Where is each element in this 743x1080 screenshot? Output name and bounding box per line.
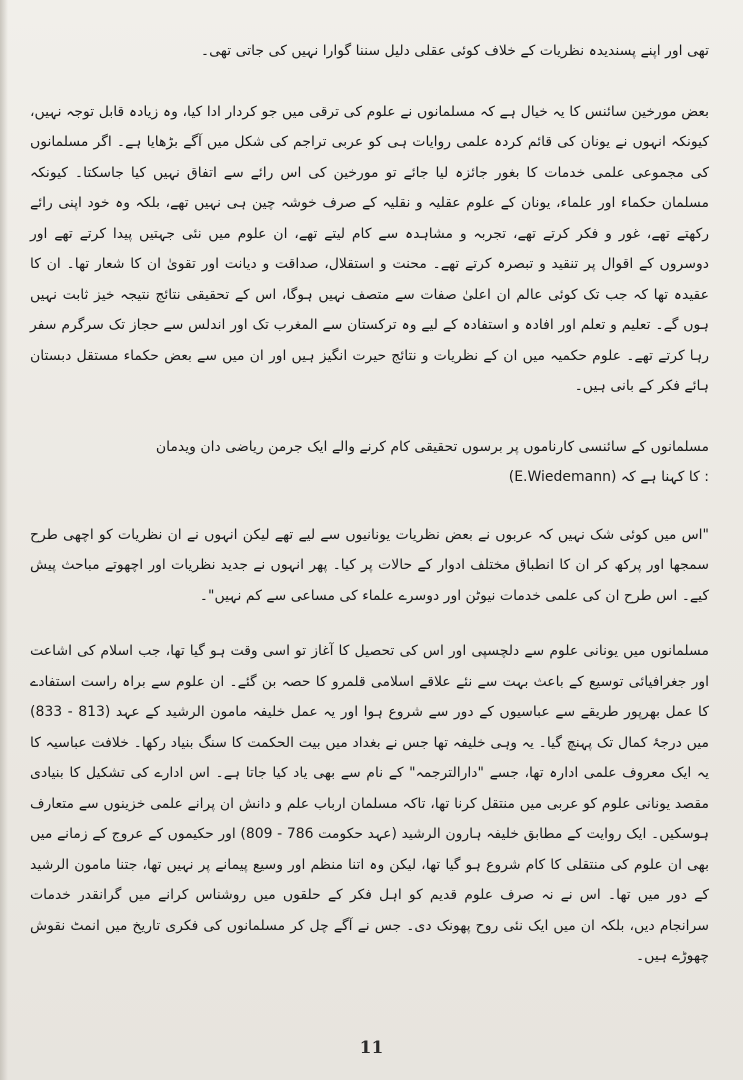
paragraph-continuation: تھی اور اپنے پسندیدہ نظریات کے خلاف کوئی عقلی دلیل سننا گوارا نہیں کی جاتی تھی۔: [200, 43, 709, 59]
page-number: 11: [359, 1038, 384, 1058]
paragraph-historians: بعض مورخین سائنس کا یہ خیال ہے کہ مسلمانوں نے علوم کی ترقی میں جو کردار ادا کیا، وہ زیادہ قابل توجہ نہیں، کیونکہ انہوں نے یونان کی قائم کردہ علمی روایات ہی کو عربی تراجم کی شکل میں آگے بڑھایا ہے۔ اگر مسلمانوں کی مجموعی علمی خدمات کا بغور جائزہ لیا جائے تو مورخین کی اس رائے سے اتفاق نہیں کیا جاسکتا۔ کیونکہ مسلمان حکماء اور علماء، یونان کے علوم عقلیہ و نقلیہ کے صرف خوشہ چین ہی نہیں تھے، بلکہ وہ خود اپنی رائے رکھتے تھے، غور و فکر کرتے تھے، تجربہ و مشاہدہ سے کام لیتے تھے، ان علوم میں نئی جہتیں پیدا کرتے تھے اور دوسروں کے اقوال پر تنقید و تبصرہ کرتے تھے۔ محنت و استقلال، صداقت و دیانت اور تقویٰ ان کا شعار تھا۔ ان کا عقیدہ تھا کہ جب تک کوئی عالم ان اعلیٰ صفات سے متصف نہیں ہوگا، اس کے تحقیقی نتائج نتیجہ خیز ثابت نہیں ہوں گے۔ تعلیم و تعلم اور افادہ و استفادہ کے لیے وہ ترکستان سے المغرب تک اور اندلس سے حجاز تک سرگرم سفر رہا کرتے تھے۔ علوم حکمیہ میں ان کے نظریات و نتائج حیرت انگیز ہیں اور ان میں سے بعض حکماء مستقل دبستان ہائے فکر کے بانی ہیں۔: [30, 103, 709, 394]
paragraph-greek-sciences: مسلمانوں میں یونانی علوم سے دلچسپی اور اس کی تحصیل کا آغاز تو اسی وقت ہو گیا تھا، جب اسلام کی اشاعت اور جغرافیائی توسیع کے باعث بہت سے نئے علاقے اسلامی قلمرو کا حصہ بن گئے۔ ان علوم سے براہ راست استفادے کا عمل بھرپور طریقے سے عباسیوں کے دور سے شروع ہوا اور یہ عمل خلیفہ مامون الرشید کے عہد (813 - 833) میں درجۂ کمال تک پہنچ گیا۔ یہ وہی خلیفہ تھا جس نے بغداد میں بیت الحکمت کا سنگ بنیاد رکھا۔ خلافت عباسیہ کا یہ ایک معروف علمی ادارہ تھا، جسے "دارالترجمہ" کے نام سے بھی یاد کیا جاتا ہے۔ اس ادارے کی تشکیل کا بنیادی مقصد یونانی علوم کو عربی میں منتقل کرنا تھا، تاکہ مسلمان ارباب علم و دانش ان پرانے علمی خزینوں سے متعارف ہوسکیں۔ ایک روایت کے مطابق خلیفہ ہارون الرشید (عہد حکومت 786 - 809) اور حکیموں کے عروج کے زمانے میں بھی ان علوم کی منتقلی کا کام شروع ہو گیا تھا، لیکن وہ اتنا منظم اور وسیع پیمانے پر نہیں تھا، جتنا مامون الرشید کے دور میں تھا۔ اس نے نہ صرف علوم قدیم کو اہل فکر کے حلقوں میں روشناس کرانے میں گرانقدر خدمات سرانجام دیں، بلکہ ان میں ایک نئی روح پھونک دی۔ جس نے آگے چل کر مسلمانوں کی فکری تاریخ میں انمٹ نقوش چھوڑے ہیں۔: [30, 643, 709, 964]
paragraph-wiedemann-intro: مسلمانوں کے سائنسی کارناموں پر برسوں تحقیقی کام کرنے والے ایک جرمن ریاضی دان ویدمان: [155, 438, 709, 455]
paragraph-quote: "اس میں کوئی شک نہیں کہ عربوں نے بعض نظریات یونانیوں سے لیے تھے لیکن انہوں نے ان نظریات کو اچھی طرح سمجھا اور پرکھ کر ان کا انطباق مختلف ادوار کے حالات پر کیا۔ پھر انہوں نے جدید نظریات اور اچھوتے مباحث پیش کیے۔ اس طرح ان کی علمی خدمات نیوٹن اور دوسرے علماء کی مساعی سے کم نہیں"۔: [30, 526, 709, 604]
quote-intro-line: (E.Wiedemann) کا کہنا ہے کہ :: [508, 469, 709, 485]
